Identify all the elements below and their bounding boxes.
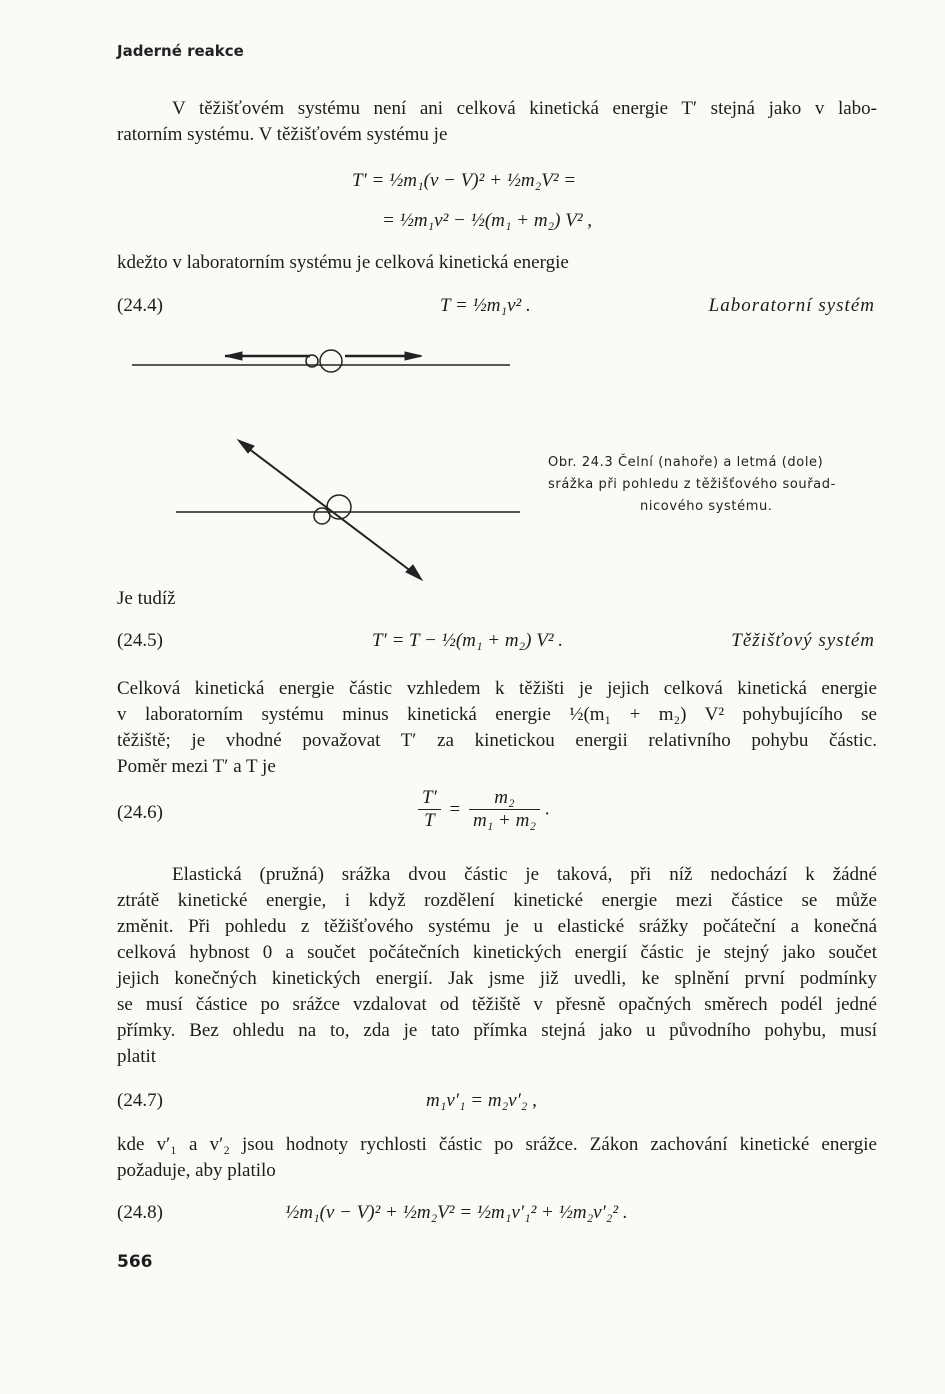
arrowhead-left [225,352,242,360]
arrowhead-right [405,352,422,360]
paragraph-line: těžiště; je vhodné považovat T′ za kinetickou energii relativního pohybu částic. [117,730,877,751]
paragraph-1 [117,96,877,148]
scatter-line [240,442,420,578]
paragraph-line: Celková kinetická energie částic vzhledem k těžišti je jejich celková kinetická energie [117,678,877,699]
arrowhead-down [406,565,422,580]
paragraph-line: celková hybnost 0 a součet počátečních kinetických energií částic je stejný jako součet [117,942,877,963]
paragraph-3 [117,586,877,612]
paragraph-line: kde v′₁ a v′₂ jsou hodnoty rychlosti částic po srážce. Zákon zachování kinetické energie [117,1134,877,1155]
equation-24-4: T = ½m₁v² . [440,295,531,316]
caption-line: Obr. 24.3 Čelní (nahoře) a letmá (dole) [548,455,824,470]
equation-number-24-6: (24.6) [117,802,163,823]
equation-number-24-5: (24.5) [117,630,163,651]
equation-number-24-4: (24.4) [117,295,163,316]
equation-number-24-8: (24.8) [117,1202,163,1223]
paragraph-6 [117,1132,877,1184]
equation-24-7: m₁v′₁ = m₂v′₂ , [426,1090,537,1111]
figure-caption [548,452,878,518]
paragraph-line: ratorním systému. V těžišťovém systému je [117,124,448,145]
paragraph-line: Poměr mezi T′ a T je [117,756,276,777]
equation-24-5: T′ = T − ½(m₁ + m₂) V² . [372,630,564,651]
paragraph-line: jejich konečných kinetických energií. Jak jsme již uvedli, ke splnění první podmínky [117,968,877,989]
paragraph-line: změnit. Při pohledu z těžišťového systému je u elastické srážky počáteční a konečná [117,916,877,937]
period: . [544,798,550,820]
collision-figure [120,340,540,590]
paragraph-5 [117,862,877,1070]
paragraph-line: požaduje, aby platilo [117,1160,276,1181]
paragraph-line: kdežto v laboratorním systému je celková kinetická energie [117,252,569,273]
page-number: 566 [117,1252,153,1272]
lhs-numerator: T′ [418,787,441,810]
equals-sign: = [449,798,461,820]
rhs-denominator: m₁ + m₂ [472,810,536,831]
paragraph-line: Je tudíž [117,588,176,609]
paragraph-line: v laboratorním systému minus kinetická energie ½(m₁ + m₂) V² pohybujícího se [117,704,877,725]
equation-24-6 [418,787,549,832]
paragraph-2 [117,250,877,276]
paragraph-line: Elastická (pružná) srážka dvou částic je taková, při níž nedochází k žádné [172,864,877,885]
particle-large [327,495,351,519]
paragraph-line: ztrátě kinetické energie, i když rozdělení kinetické energie mezi částice se může [117,890,877,911]
laboratory-system-label: Laboratorní systém [708,295,875,316]
rhs-fraction [469,787,540,832]
particle-large [320,350,342,372]
equation-24-8: ½m₁(v − V)² + ½m₂V² = ½m₁v′₁² + ½m₂v′₂² . [285,1202,628,1223]
paragraph-4 [117,676,877,780]
equation-t-prime-line1: T′ = ½m₁(v − V)² + ½m₂V² = [352,170,577,191]
equation-number-24-7: (24.7) [117,1090,163,1111]
lhs-denominator: T [424,810,435,831]
rhs-numerator: m₂ [469,787,540,810]
lhs-fraction [418,787,441,832]
paragraph-line: se musí částice po srážce vzdalovat od těžiště v přesně opačných směrech podél jedné [117,994,877,1015]
caption-line: srážka při pohledu z těžišťového souřad- [548,477,836,492]
paragraph-line: platit [117,1046,157,1067]
equation-t-prime-line2: = ½m₁v² − ½(m₁ + m₂) V² , [382,210,593,231]
paragraph-line: V těžišťovém systému není ani celková kinetická energie T′ stejná jako v labo- [172,98,877,119]
center-of-mass-system-label: Těžišťový systém [731,630,875,651]
head-on-collision-diagram [132,350,510,372]
glancing-collision-diagram [176,440,520,580]
caption-line: nicového systému. [640,499,773,514]
running-header: Jaderné reakce [117,42,244,60]
paragraph-line: přímky. Bez ohledu na to, zda je tato přímka stejná jako u původního pohybu, musí [117,1020,877,1041]
